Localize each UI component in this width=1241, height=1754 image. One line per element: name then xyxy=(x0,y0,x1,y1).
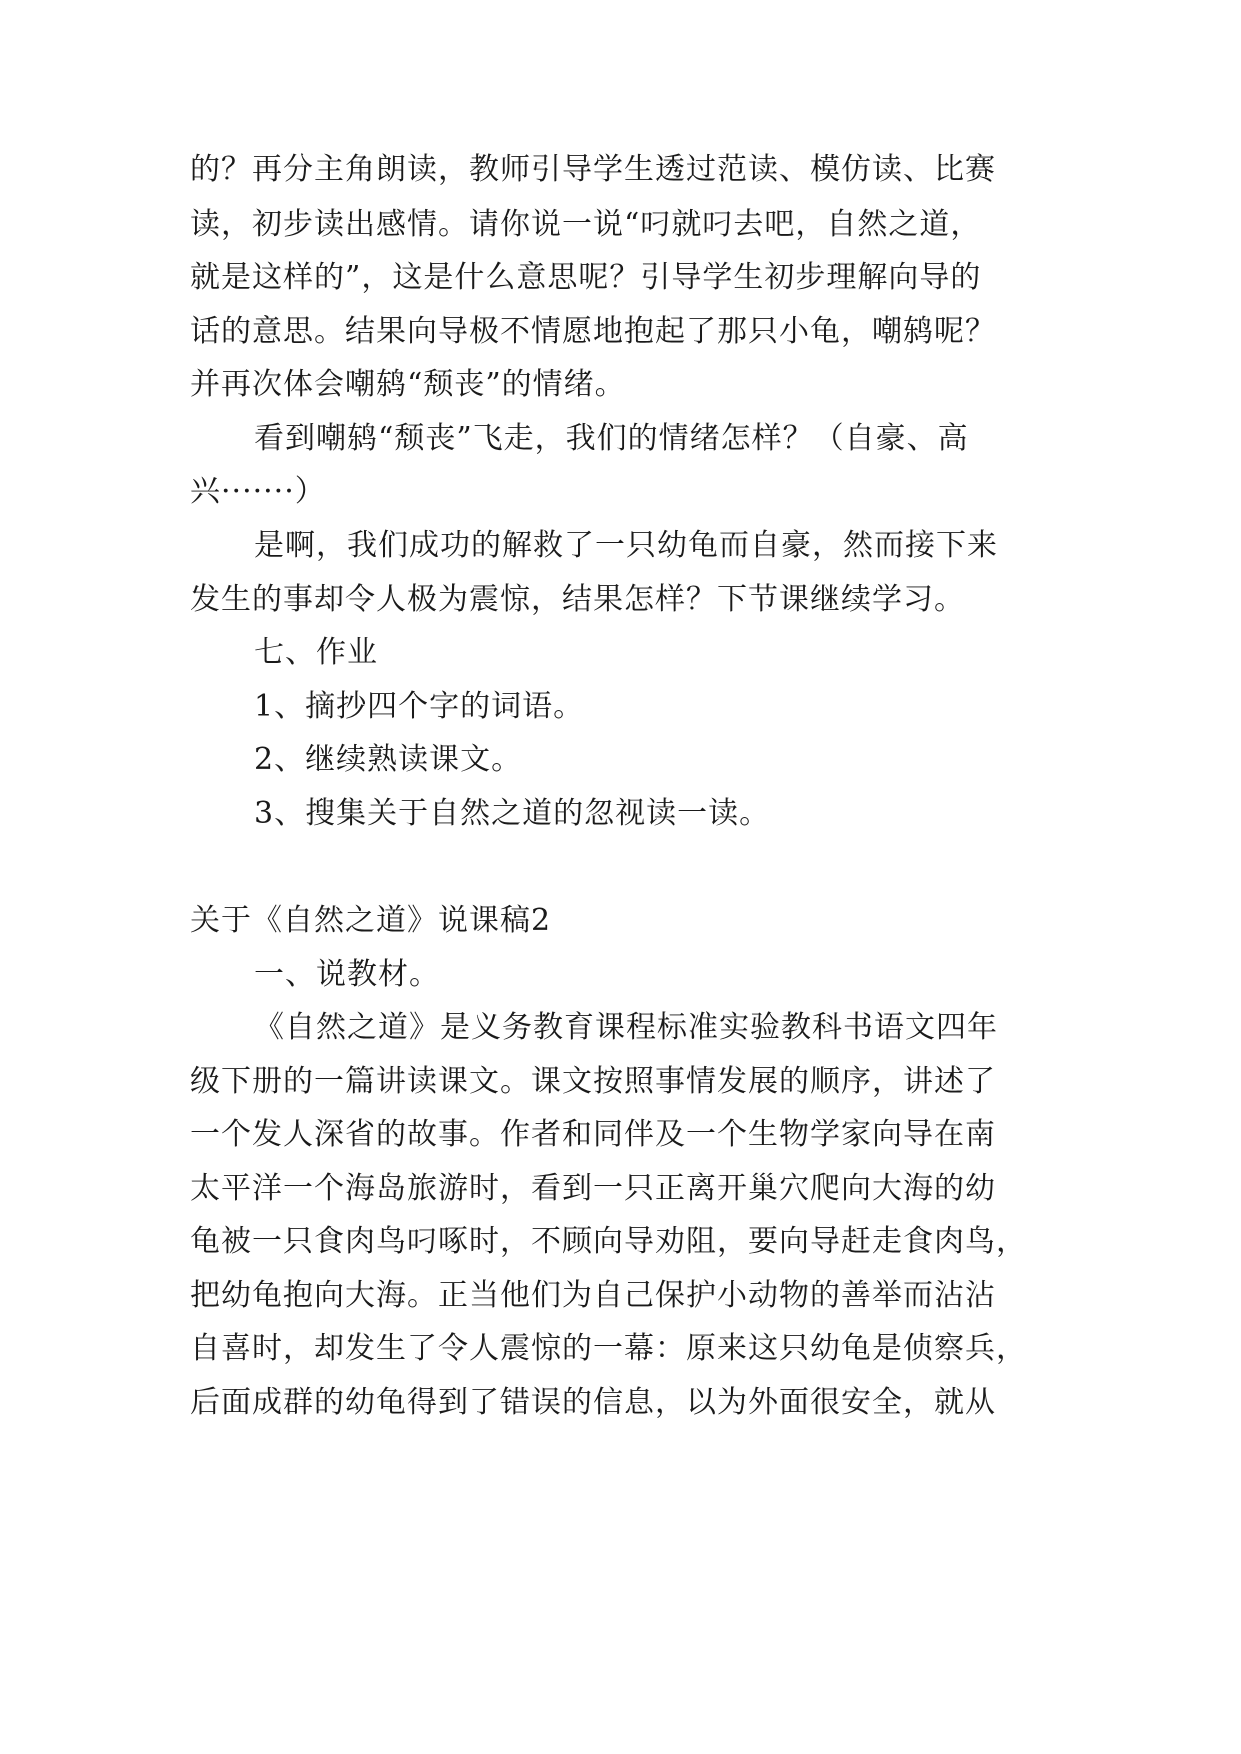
text-line: 后面成群的幼龟得到了错误的信息，以为外面很安全，就从 xyxy=(190,1385,996,1420)
text-line: 兴·······） xyxy=(190,474,326,509)
text-line: 的？再分主角朗读，教师引导学生透过范读、模仿读、比赛 xyxy=(190,152,996,187)
text-line: 《自然之道》是义务教育课程标准实验教科书语文四年 xyxy=(254,1010,998,1045)
text-line: 并再次体会嘲鸫“颓丧”的情绪。 xyxy=(190,367,626,402)
text-line: 看到嘲鸫“颓丧”飞走，我们的情绪怎样？（自豪、高 xyxy=(254,421,969,456)
text-line: 自喜时，却发生了令人震惊的一幕：原来这只幼龟是侦察兵， xyxy=(190,1331,1027,1366)
text-line: 龟被一只食肉鸟叼啄时，不顾向导劝阻，要向导赶走食肉鸟， xyxy=(190,1224,1027,1259)
section-heading: 一、说教材。 xyxy=(254,957,440,992)
text-line: 一个发人深省的故事。作者和同伴及一个生物学家向导在南 xyxy=(190,1117,996,1152)
text-line: 就是这样的”，这是什么意思呢？引导学生初步理解向导的 xyxy=(190,260,982,295)
section-heading: 七、作业 xyxy=(254,635,378,670)
text-line: 把幼龟抱向大海。正当他们为自己保护小动物的善举而沾沾 xyxy=(190,1278,996,1313)
list-item: 1、摘抄四个字的词语。 xyxy=(254,689,585,724)
text-line: 话的意思。结果向导极不情愿地抱起了那只小龟，嘲鸫呢？ xyxy=(190,314,996,349)
text-line: 级下册的一篇讲读课文。课文按照事情发展的顺序，讲述了 xyxy=(190,1064,996,1099)
text-line: 发生的事却令人极为震惊，结果怎样？下节课继续学习。 xyxy=(190,582,965,617)
text-line: 读，初步读出感情。请你说一说“叼就叼去吧，自然之道， xyxy=(190,207,982,242)
text-line: 是啊，我们成功的解救了一只幼龟而自豪，然而接下来 xyxy=(254,528,998,563)
list-item: 3、搜集关于自然之道的忽视读一读。 xyxy=(254,796,771,831)
list-item: 2、继续熟读课文。 xyxy=(254,742,523,777)
text-line: 太平洋一个海岛旅游时，看到一只正离开巢穴爬向大海的幼 xyxy=(190,1171,996,1206)
document-title: 关于《自然之道》说课稿2 xyxy=(190,903,552,938)
